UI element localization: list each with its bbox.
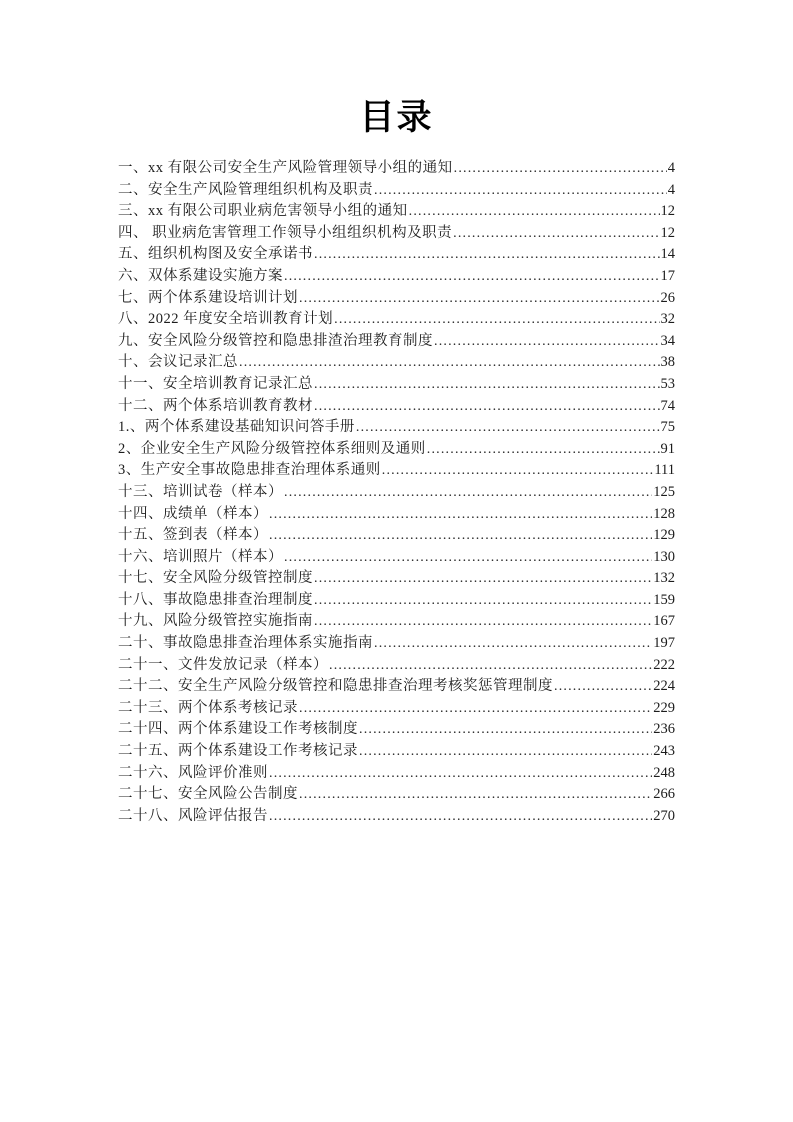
toc-dot-leader bbox=[453, 223, 659, 245]
toc-dot-leader bbox=[334, 309, 659, 331]
toc-entry-label: 五、组织机构图及安全承诺书 bbox=[118, 246, 313, 263]
toc-entry-label: 三、xx 有限公司职业病危害领导小组的通知 bbox=[118, 203, 408, 220]
toc-dot-leader bbox=[427, 439, 660, 461]
toc-entry-page: 222 bbox=[653, 656, 675, 673]
toc-entry-page: 243 bbox=[653, 743, 675, 760]
toc-entry-label: 十六、培训照片（样本） bbox=[118, 548, 283, 565]
toc-entry[interactable] bbox=[118, 590, 675, 612]
toc-entry-page: 74 bbox=[660, 397, 675, 414]
toc-dot-leader bbox=[434, 331, 660, 353]
toc-dot-leader bbox=[299, 698, 652, 720]
toc-dot-leader bbox=[329, 655, 652, 677]
toc-list bbox=[118, 158, 675, 827]
toc-dot-leader bbox=[374, 180, 667, 202]
toc-entry-page: 38 bbox=[660, 354, 675, 371]
toc-entry[interactable] bbox=[118, 482, 675, 504]
toc-entry[interactable] bbox=[118, 460, 675, 482]
toc-entry-label: 六、双体系建设实施方案 bbox=[118, 267, 283, 284]
toc-entry-page: 111 bbox=[654, 462, 675, 479]
toc-entry-page: 34 bbox=[660, 332, 675, 349]
toc-entry-label: 十七、安全风险分级管控制度 bbox=[118, 570, 313, 587]
toc-entry[interactable] bbox=[118, 439, 675, 461]
toc-entry-page: 4 bbox=[667, 160, 675, 176]
toc-entry[interactable] bbox=[118, 244, 675, 266]
toc-dot-leader bbox=[284, 547, 652, 569]
toc-entry[interactable] bbox=[118, 223, 675, 245]
toc-entry[interactable] bbox=[118, 806, 675, 828]
toc-entry-label: 3、生产安全事故隐患排查治理体系通则 bbox=[118, 462, 381, 479]
toc-entry-page: 270 bbox=[653, 807, 675, 824]
toc-dot-leader bbox=[374, 633, 652, 655]
toc-dot-leader bbox=[314, 590, 652, 612]
toc-entry-label: 二十三、两个体系考核记录 bbox=[118, 699, 298, 716]
toc-entry-label: 一、xx 有限公司安全生产风险管理领导小组的通知 bbox=[118, 160, 453, 176]
toc-entry-label: 十三、培训试卷（样本） bbox=[118, 483, 283, 500]
toc-entry-label: 十八、事故隐患排查治理制度 bbox=[118, 591, 313, 608]
toc-entry-label: 十一、安全培训教育记录汇总 bbox=[118, 375, 313, 392]
toc-dot-leader bbox=[382, 460, 654, 482]
toc-entry[interactable] bbox=[118, 547, 675, 569]
toc-entry-label: 十四、成绩单（样本） bbox=[118, 505, 268, 522]
toc-entry[interactable] bbox=[118, 784, 675, 806]
toc-entry-label: 二十六、风险评价准则 bbox=[118, 764, 268, 781]
toc-entry-label: 二十七、安全风险公告制度 bbox=[118, 786, 298, 803]
toc-dot-leader bbox=[239, 352, 660, 374]
toc-dot-leader bbox=[314, 396, 660, 418]
toc-entry-label: 九、安全风险分级管控和隐患排渣治理教育制度 bbox=[118, 332, 433, 349]
toc-entry[interactable] bbox=[118, 655, 675, 677]
toc-entry-label: 1.、两个体系建设基础知识问答手册 bbox=[118, 419, 355, 436]
toc-entry[interactable] bbox=[118, 352, 675, 374]
toc-entry[interactable] bbox=[118, 180, 675, 202]
toc-dot-leader bbox=[314, 611, 652, 633]
toc-entry-label: 二十四、两个体系建设工作考核制度 bbox=[118, 721, 358, 738]
toc-dot-leader bbox=[554, 676, 652, 698]
toc-entry-page: 130 bbox=[653, 548, 675, 565]
toc-dot-leader bbox=[314, 568, 652, 590]
toc-entry[interactable] bbox=[118, 309, 675, 331]
toc-dot-leader bbox=[269, 525, 652, 547]
toc-dot-leader bbox=[284, 266, 660, 288]
toc-entry-label: 二十一、文件发放记录（样本） bbox=[118, 656, 328, 673]
toc-entry[interactable] bbox=[118, 676, 675, 698]
toc-entry[interactable] bbox=[118, 698, 675, 720]
toc-entry[interactable] bbox=[118, 158, 675, 180]
toc-entry[interactable] bbox=[118, 525, 675, 547]
toc-entry[interactable] bbox=[118, 568, 675, 590]
toc-entry-page: 236 bbox=[653, 721, 675, 738]
toc-entry-page: 91 bbox=[660, 440, 675, 457]
toc-entry-page: 128 bbox=[653, 505, 675, 522]
toc-entry-page: 14 bbox=[660, 246, 675, 263]
toc-entry-page: 229 bbox=[653, 699, 675, 716]
toc-dot-leader bbox=[284, 482, 652, 504]
toc-entry-page: 159 bbox=[653, 591, 675, 608]
toc-entry-page: 26 bbox=[660, 289, 675, 306]
toc-entry-page: 125 bbox=[653, 483, 675, 500]
toc-dot-leader bbox=[359, 719, 652, 741]
toc-entry-page: 132 bbox=[653, 570, 675, 587]
toc-dot-leader bbox=[269, 763, 652, 785]
toc-dot-leader bbox=[356, 417, 660, 439]
toc-entry[interactable] bbox=[118, 417, 675, 439]
toc-entry[interactable] bbox=[118, 331, 675, 353]
toc-entry-page: 4 bbox=[667, 181, 675, 198]
toc-entry-label: 二十二、安全生产风险分级管控和隐患排查治理考核奖惩管理制度 bbox=[118, 678, 553, 695]
toc-entry-page: 17 bbox=[660, 267, 675, 284]
toc-entry-label: 二十、事故隐患排查治理体系实施指南 bbox=[118, 635, 373, 652]
toc-entry-page: 129 bbox=[653, 527, 675, 544]
toc-entry-label: 二十五、两个体系建设工作考核记录 bbox=[118, 743, 358, 760]
toc-entry-page: 75 bbox=[660, 419, 675, 436]
toc-dot-leader bbox=[314, 244, 660, 266]
toc-entry-page: 12 bbox=[660, 224, 675, 241]
toc-entry-label: 十五、签到表（样本） bbox=[118, 527, 268, 544]
toc-entry-label: 四、 职业病危害管理工作领导小组组织机构及职责 bbox=[118, 224, 453, 241]
toc-entry-label: 十九、风险分级管控实施指南 bbox=[118, 613, 313, 630]
toc-entry-label: 十二、两个体系培训教育教材 bbox=[118, 397, 313, 414]
toc-dot-leader bbox=[359, 741, 652, 763]
toc-entry-page: 32 bbox=[660, 311, 675, 328]
toc-entry[interactable] bbox=[118, 741, 675, 763]
toc-entry[interactable] bbox=[118, 266, 675, 288]
toc-entry-label: 二十八、风险评估报告 bbox=[118, 807, 268, 824]
toc-entry-label: 2、企业安全生产风险分级管控体系细则及通则 bbox=[118, 440, 426, 457]
toc-entry[interactable] bbox=[118, 633, 675, 655]
toc-entry-page: 53 bbox=[660, 375, 675, 392]
toc-dot-leader bbox=[409, 201, 660, 223]
toc-dot-leader bbox=[269, 504, 652, 526]
toc-entry-page: 224 bbox=[653, 678, 675, 695]
toc-entry-label: 七、两个体系建设培训计划 bbox=[118, 289, 298, 306]
toc-entry-page: 197 bbox=[653, 635, 675, 652]
toc-entry[interactable] bbox=[118, 201, 675, 223]
toc-dot-leader bbox=[299, 288, 660, 310]
toc-entry[interactable] bbox=[118, 763, 675, 785]
toc-entry-page: 167 bbox=[653, 613, 675, 630]
toc-dot-leader bbox=[299, 784, 652, 806]
toc-entry-label: 十、会议记录汇总 bbox=[118, 354, 238, 371]
toc-entry[interactable] bbox=[118, 288, 675, 310]
toc-dot-leader bbox=[454, 158, 667, 180]
toc-dot-leader bbox=[269, 806, 652, 828]
toc-entry[interactable] bbox=[118, 396, 675, 418]
toc-entry-label: 八、2022 年度安全培训教育计划 bbox=[118, 311, 334, 328]
toc-entry[interactable] bbox=[118, 719, 675, 741]
page-title: 目录 bbox=[359, 98, 434, 137]
toc-entry-page: 266 bbox=[653, 786, 675, 803]
toc-entry-page: 248 bbox=[653, 764, 675, 781]
toc-entry[interactable] bbox=[118, 611, 675, 633]
toc-entry[interactable] bbox=[118, 374, 675, 396]
toc-dot-leader bbox=[314, 374, 660, 396]
toc-entry-label: 二、安全生产风险管理组织机构及职责 bbox=[118, 181, 373, 198]
toc-entry[interactable] bbox=[118, 504, 675, 526]
toc-entry-page: 12 bbox=[660, 203, 675, 220]
